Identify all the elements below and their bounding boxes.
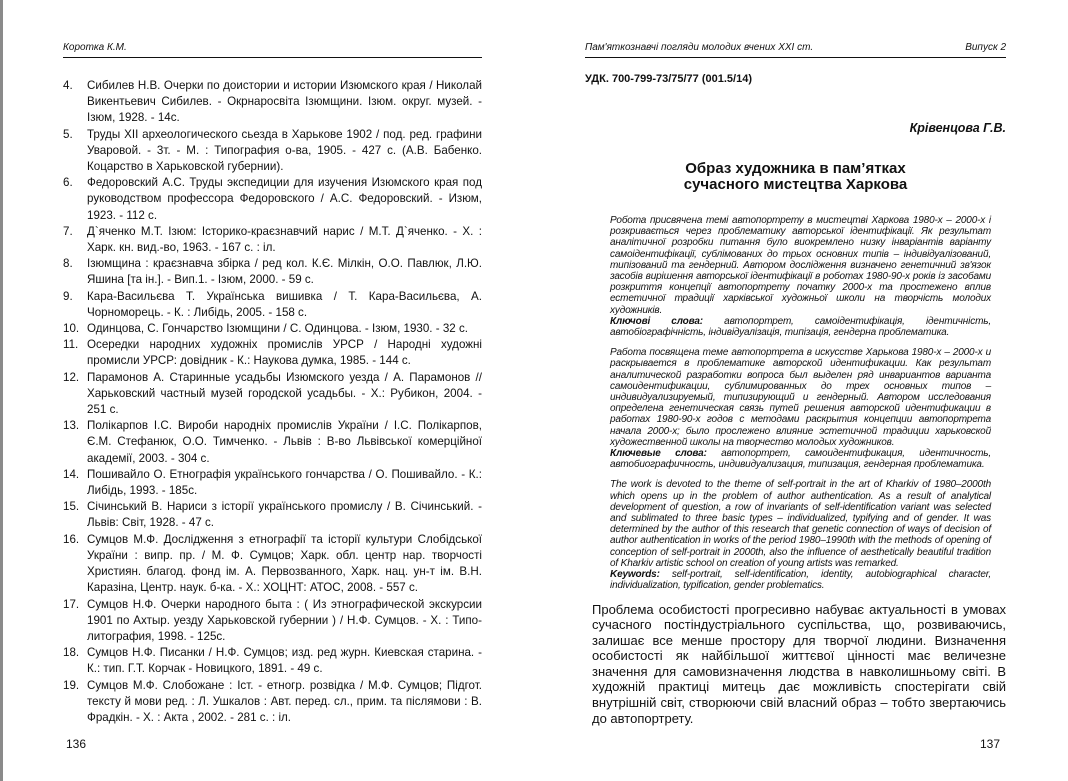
reference-item [63,289,482,321]
left-page [3,0,534,781]
udk-code: УДК. 700-799-73/75/77 (001.5/14) [585,73,752,85]
reference-text: Ізюмщина : краєзнавча збірка / ред кол. К.Є. Мілкін, О.О. Павлюк, Л.Ю. Яшина [та ін.]. - Вип.1. - Ізюм, 2000. - 59 с. [87,257,482,287]
reference-item [63,370,482,419]
reference-number: 13. [63,419,80,433]
title-line: Образ художника в пам’ятках [685,160,906,177]
abstract-russian [610,347,991,470]
reference-item [63,418,482,467]
abstract-english [610,479,991,591]
reference-item [63,127,482,176]
journal-title: Пам'яткознавчі погляди молодих вчених XXI ст. [585,42,814,53]
reference-text: Сумцов Н.Ф. Писанки / Н.Ф. Сумцов; изд. ред журн. Киевская старина. - К.: тип. Г.Т. Корчак - Новицкого, 1891. - 49 с. [87,646,482,676]
reference-text: Федоровский А.С. Труды экспедиции для изучения Изюмского края под руководством профессора Федоровского / А.С. Федоровский. - Изюм, 1923. - 112 с. [87,176,482,222]
reference-list [63,78,482,726]
reference-text: Сибилев Н.В. Очерки по доистории и истории Изюмского края / Николай Викентьевич Сибилев. - Окрнаросвіта Ізюмщини. Ізюм. округ. музей. - Ізюм, 1928. - 14с. [87,79,482,125]
reference-number: 15. [63,500,80,514]
issue-number: Випуск 2 [965,42,1006,53]
reference-text: Д`яченко М.Т. Ізюм: Історико-краєзнавчий нарис / М.Т. Д`яченко. - Х. : Харк. кн. вид.-во, 1963. - 167 с. : іл. [87,224,482,255]
keywords-label: Keywords: [610,569,660,581]
reference-text: Сумцов М.Ф. Слобожане : Іст. - етногр. розвідка / М.Ф. Сумцов; Підгот. тексту й мови ред. : Л. Ушкалов : Авт. перед. сл., прим. та післямови : В. Фрадкін. - Х. : Акта , 2002. - 281 с. : іл. [87,678,482,724]
reference-item [63,467,482,499]
reference-number: 8. [63,257,73,271]
reference-text: Полікарпов І.С. Вироби народніх промислів України / І.С. Полікарпов, Є.М. Стефанюк, О.О. Тимченко. - Львів : В-во Львівської комерційної академії, 2003. - 304 с. [87,419,482,465]
reference-text: Сумцов М.Ф. Дослідження з етнографії та історії культури Слобідської України : випр. пр. / М. Ф. Сумцов; Харк. обл. центр нар. творчості Християн. благод. фонд ім. А. Первозванного, Харк. нац. ун-т ім. В.Н. Каразіна, Центр. наук. б-ка. - Х.: ХОЦНТ: АТОС, 2008. - 557 с. [87,532,482,595]
reference-item [63,256,482,288]
reference-item [63,78,482,127]
reference-item [63,678,482,727]
reference-number: 10. [63,322,80,336]
reference-number: 5. [63,127,73,141]
reference-number: 9. [63,289,73,303]
article-author: Крівенцова Г.В. [909,121,1006,135]
reference-item [63,175,482,224]
abstract-text: The work is devoted to the theme of self-portrait in the art of Kharkiv of 1980–2000th which opens up in the problem of author authentication. As a result of analytical development of question, a row of invariants of self-identification variant was selected and sublimated to three basic types – individualized, typifying and of gender. It was determined by the author of this research that genetic connection of ways of decision of author authentication in works of the period 1980–1990th with the methods of opening of conception of self-portrait in 2000th, also the influence of aesthetically beautiful tradition of Kharkiv artistic school on creation of young artists was remarked. [610,479,991,569]
reference-item [63,337,482,369]
reference-number: 16. [63,532,80,546]
reference-number: 7. [63,224,73,238]
running-header [585,42,1006,58]
reference-text: Кара-Васильєва Т. Українська вишивка / Т. Кара-Васильєва, А. Чорноморець. - К. : Либідь, 2005. - 158 с. [87,289,482,319]
reference-item [63,597,482,646]
reference-number: 12. [63,370,80,384]
reference-text: Парамонов А. Старинные усадьбы Изюмского уезда / А. Парамонов // Харьковский частный музей городской усадьбы. - Х.: Рубикон, 2004. - 251 с. [87,370,482,417]
reference-text: Одинцова, С. Гончарство Ізюмщини / С. Одинцова. - Ізюм, 1930. - 32 с. [87,322,468,336]
right-page [534,0,1068,781]
reference-text: Осередки народних художніх промислів УРСР / Народні художні промисли УРСР: довідник - К.: Наукова думка, 1985. - 144 с. [87,338,482,368]
abstract-text: Робота присвячена темі автопортрету в мистецтві Харкова 1980-х – 2000-х і розкривається через проблематику авторської ідентифікації. Як результат аналітичної розробки питання було виокремлено низку інваріантів варіанту самоідентифікації, сублімованих до трьох основних типів – індивідуалізований, типізований та гендерний. Автором дослідження визначено генетичний зв'язок засобів вирішення авторської ідентифікації в роботах 1980-90-х років із засобами розкриття концепції автопортрету початку 2000-х та простежено вплив естетичної традиції харківської художньої школи на творчість молодих художників. [610,215,991,316]
reference-text: Січинський В. Нариси з історії українського промислу / В. Січинський. - Львів: Світ, 1928. - 47 с. [87,500,482,530]
title-line: сучасного мистецтва Харкова [683,176,908,193]
abstract-text: Работа посвящена теме автопортрета в искусстве Харькова 1980-х – 2000-х и раскрывается в проблематике авторской идентификации. Как результат аналитической разработки вопроса был выделен ряд инвариантов варианта самоидентификации, сублимированных до трех основных типов – индивидуализируемый, типизирующий и гендерный. Автором исследования определена генетическая связь путей решения авторской идентификации в работах 1980-90-х годов с методами раскрытия концепции автопортрета начала 2000-х; было прослежено влияние эстетичной традиции харьковской художественной школы на творчество молодых художников. [610,347,991,448]
reference-item [63,499,482,531]
reference-number: 11. [63,338,79,352]
reference-text: Сумцов Н.Ф. Очерки народного быта : ( Из этнографической экскурсии 1901 по Ахтыр. уезду Харьковской губернии ) / Н.Ф. Сумцов. - Х. : Типо-литография, 1998. - 125с. [87,597,482,643]
reference-number: 6. [63,176,73,190]
reference-number: 19. [63,678,80,692]
running-header [63,42,482,58]
keywords: self-portrait, self-identification, identity, autobiographical character, individualization, typification, gender problematics. [610,569,991,592]
keywords: автопортрет, самоидентификация, идентичность, автобиографичность, индивидуализация, типизация, гендерная проблематика. [610,448,991,471]
reference-text: Пошивайло О. Етнографія українського гончарства / О. Пошивайло. - К.: Либідь, 1993. - 185с. [87,467,482,498]
page-number: 136 [66,737,87,751]
reference-number: 4. [63,79,73,92]
keywords-label: Ключевые слова: [610,448,707,460]
reference-text: Труды XII археологического сьезда в Харькове 1902 / под. ред. графини Уваровой. - 3т. - М. : Типография о-ва, 1905. - 427 с. (А.В. Бабенко. Коцарство в Харьковской губернии). [87,127,482,174]
reference-item [63,224,482,256]
reference-number: 14. [63,467,80,481]
reference-item [63,645,482,677]
body-paragraph: Проблема особистості прогресивно набуває актуальності в умовах сучасного постіндустріального суспільства, що, розвиваючись, залишає все менше простору для творчої людини. Визначення особистості як найбільшої життєвої цінності має величезне значення для самовизначення людства в навколишньому світі. В художній практиці митець дає можливість спостерігати свій внутрішній світ, створюючи свій власний образ – тобто звертаючись до автопортрету. [592,601,1006,726]
keywords: автопортрет, самоідентифікація, ідентичність, автобіографічність, індивідуалізація, типізація, гендерна проблематика. [610,315,992,339]
page-number: 137 [979,737,1000,751]
reference-item [63,532,482,597]
article-title [585,161,1006,193]
reference-number: 18. [63,646,80,660]
reference-item [63,321,482,337]
abstract-ukrainian [610,215,991,338]
header-author: Коротка К.М. [63,42,127,53]
keywords-label: Ключові слова: [610,315,703,327]
reference-number: 17. [63,597,80,611]
